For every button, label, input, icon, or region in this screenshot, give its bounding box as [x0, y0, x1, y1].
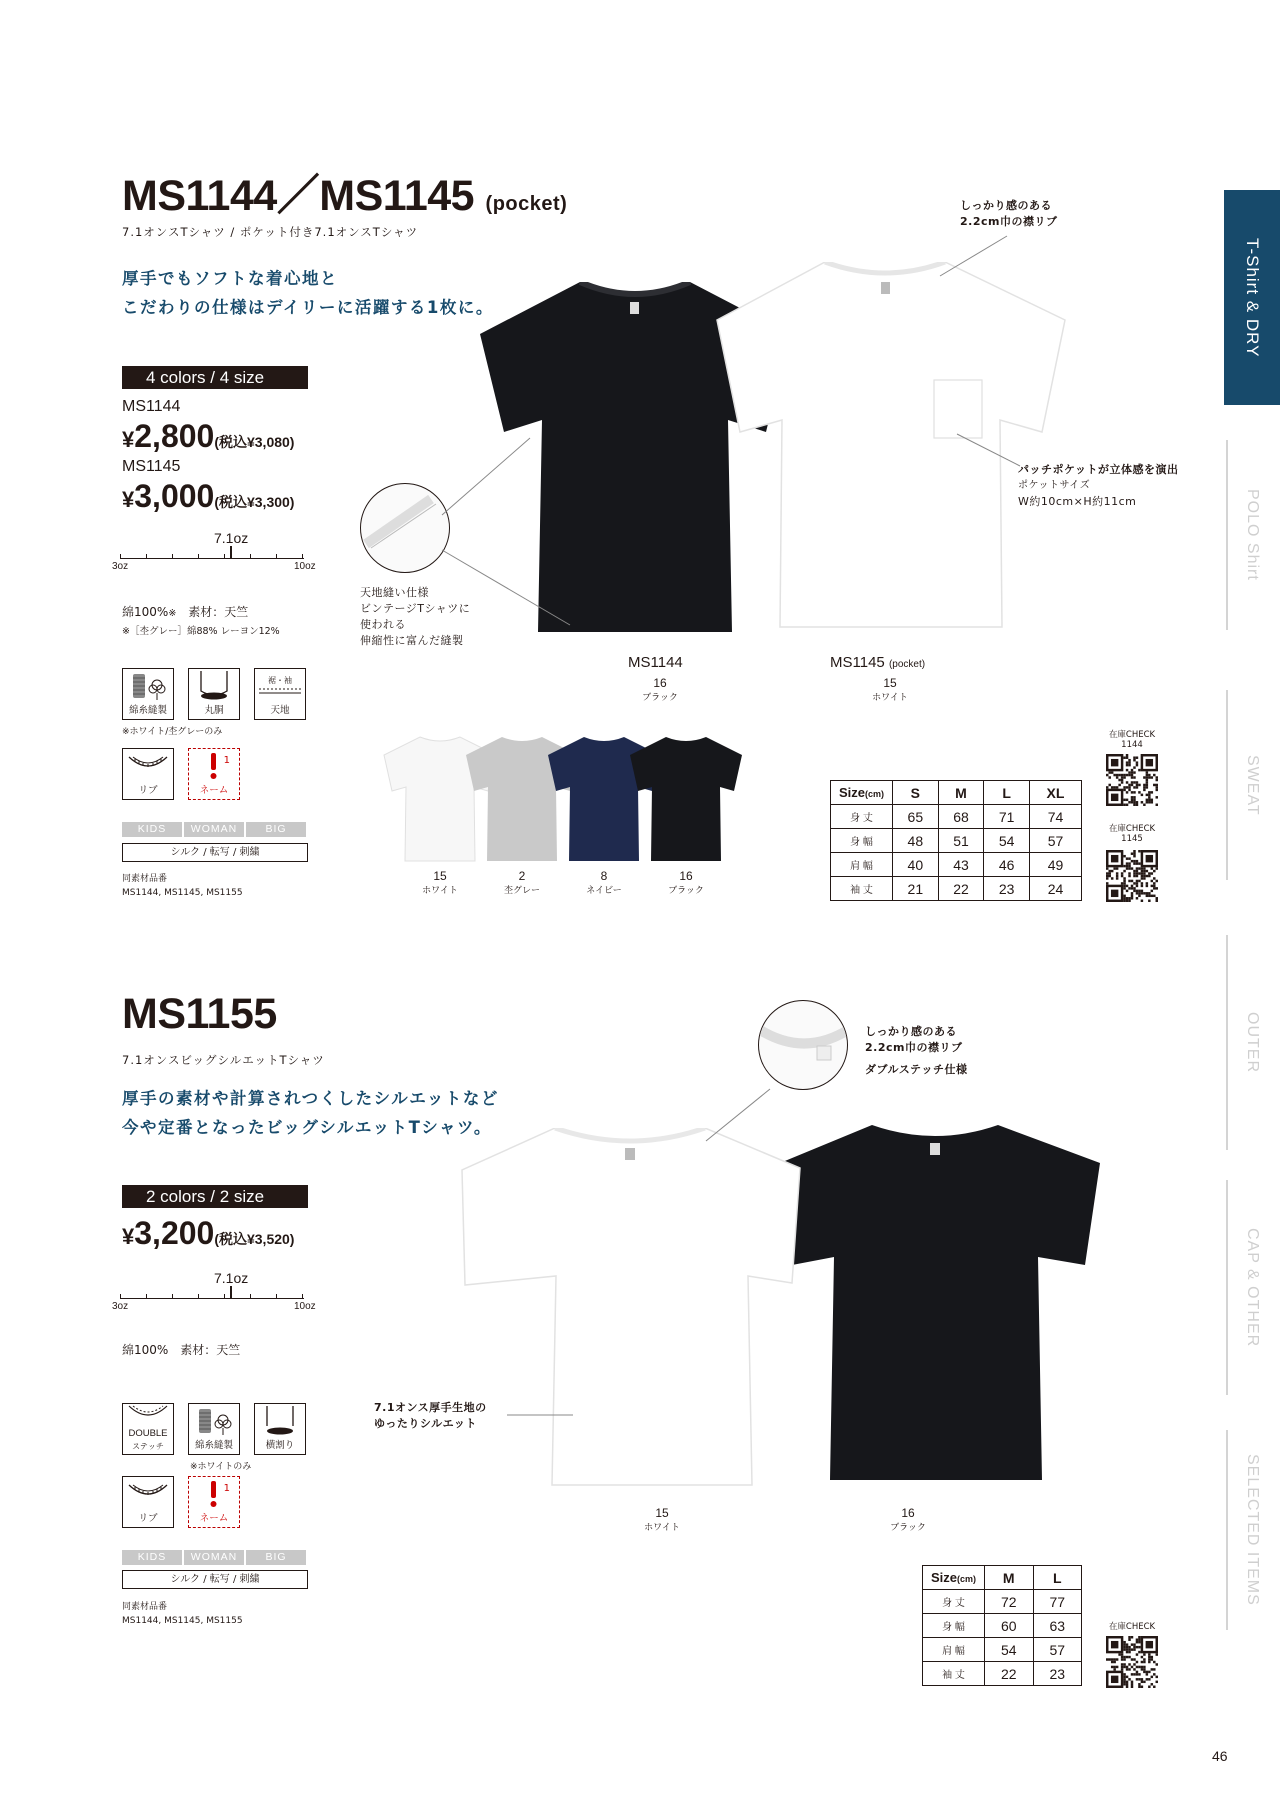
material-info — [122, 604, 280, 640]
price-a — [122, 418, 294, 455]
row-label: 身 丈 — [923, 1590, 985, 1614]
color-number: 15 — [883, 676, 897, 690]
qr-code-icon[interactable] — [1106, 1636, 1158, 1688]
size-col-header: M — [938, 781, 984, 805]
icon-top-caption: 裾・袖 — [268, 676, 292, 685]
callout-line — [505, 1410, 575, 1420]
caption-black — [883, 1506, 933, 1533]
icon-note: ※ホワイトのみ — [190, 1462, 252, 1472]
color-number: 2 — [518, 869, 526, 883]
price-tax: (税込¥3,300) — [214, 494, 295, 510]
size-col-header: XL — [1029, 781, 1081, 805]
print-methods: シルク / 転写 / 刺繍 — [122, 843, 308, 862]
callout-line-text: ビンテージTシャツに — [360, 602, 471, 615]
row-label: 肩 幅 — [923, 1638, 985, 1662]
tag-woman: WOMAN — [184, 822, 244, 837]
size-tags — [122, 1550, 306, 1565]
yen-sign: ¥ — [122, 1224, 135, 1249]
callout-line-text: 7.1オンス厚手生地の — [374, 1401, 487, 1414]
tag-big: BIG — [246, 822, 306, 837]
size-table-corner — [923, 1566, 985, 1590]
color-swatch-caption — [415, 869, 465, 896]
gauge-min: 3oz — [112, 1301, 129, 1312]
model-code: MS1145 — [122, 458, 181, 475]
price-value: 2,800 — [134, 418, 215, 454]
callout-rib-2 — [865, 1024, 968, 1078]
material-note: ※［杢グレー］綿88% レーヨン12% — [122, 626, 280, 637]
callout-line-text: ゆったりシルエット — [374, 1417, 477, 1430]
material-label: 素材：天竺 — [188, 605, 249, 619]
print-methods: シルク / 転写 / 刺繍 — [122, 1570, 308, 1589]
color-name: ネイビー — [586, 886, 622, 896]
weight-value: 7.1oz — [214, 1270, 249, 1286]
table-row — [923, 1590, 1082, 1614]
table-cell: 46 — [984, 853, 1030, 877]
corner-text: Size — [838, 785, 865, 800]
callout-rib — [960, 198, 1057, 230]
gauge-max: 10oz — [294, 561, 316, 572]
side-tab-sweat[interactable] — [1224, 690, 1280, 880]
qr-code-icon[interactable] — [1106, 850, 1158, 902]
price-value: 3,200 — [134, 1215, 215, 1251]
price-b — [122, 478, 294, 515]
table-cell: 43 — [938, 853, 984, 877]
product2-title: MS1155 — [122, 990, 277, 1038]
catch-line: 厚手でもソフトな着心地と — [122, 269, 338, 288]
icon-caption: 横割り — [265, 1440, 295, 1451]
size-tags — [122, 822, 306, 837]
material-info: 綿100% 素材：天竺 — [122, 1343, 241, 1357]
color-name: ブラック — [890, 1523, 926, 1533]
qr-label-text: 1145 — [1121, 834, 1143, 844]
icon-caption: 丸胴 — [204, 705, 224, 716]
color-swatch-caption — [579, 869, 629, 896]
callout-line-text: 天地縫い仕様 — [360, 586, 429, 599]
icon-caption: リブ — [138, 785, 158, 796]
model-code: MS1144 — [122, 398, 181, 415]
hem-detail-zoom — [360, 483, 450, 573]
table-cell: 24 — [1029, 877, 1081, 901]
main-caption-a — [628, 654, 683, 671]
table-row — [831, 853, 1082, 877]
product1-title — [122, 162, 567, 223]
callout-line — [955, 432, 1025, 472]
table-cell: 54 — [985, 1638, 1034, 1662]
black-big-tshirt-image — [780, 1125, 1110, 1485]
side-tab-label: T-Shirt & DRY — [1243, 237, 1262, 358]
color-number: 15 — [655, 1506, 669, 1520]
table-cell: 54 — [984, 829, 1030, 853]
yen-sign: ¥ — [122, 427, 135, 452]
side-seam-icon — [254, 1403, 306, 1455]
color-name: ブラック — [642, 693, 678, 703]
callout-line-text: 2.2cm巾の襟リブ — [865, 1041, 963, 1054]
weight-value: 7.1oz — [214, 530, 249, 546]
gauge-min: 3oz — [112, 561, 129, 572]
table-cell: 48 — [893, 829, 939, 853]
callout-line-text: ポケットサイズ — [1018, 480, 1091, 491]
name-label-icon — [188, 748, 240, 800]
name-label-icon — [188, 1476, 240, 1528]
icon-caption: DOUBLE — [128, 1428, 168, 1439]
caption-white — [637, 1506, 687, 1533]
color-number: 16 — [679, 869, 693, 883]
main-caption-b — [830, 654, 925, 671]
caption-model: MS1144 — [628, 654, 683, 671]
collar-detail-zoom — [758, 1000, 848, 1090]
qr-label-text: 1144 — [1121, 740, 1143, 750]
table-row — [831, 805, 1082, 829]
color-number: 15 — [433, 869, 447, 883]
material-note-mark: ※ — [168, 608, 177, 619]
row-label: 袖 丈 — [923, 1662, 985, 1686]
product1-title-suffix: (pocket) — [485, 193, 568, 215]
cotton-thread-icon — [122, 668, 174, 720]
callout-line-text: 伸縮性に富んだ縫製 — [360, 634, 464, 647]
size-col-header: L — [1033, 1566, 1082, 1590]
qr-code-icon[interactable] — [1106, 754, 1158, 806]
main-caption-b-color — [865, 676, 915, 703]
row-label: 袖 丈 — [831, 877, 893, 901]
corner-unit: (cm) — [957, 1574, 977, 1584]
related-label: 同素材品番 — [122, 874, 168, 884]
size-table-corner — [831, 781, 893, 805]
product1-title-main: MS1144／MS1145 — [122, 172, 475, 220]
color-name: 杢グレー — [503, 886, 540, 896]
white-big-tshirt-image — [460, 1128, 810, 1488]
qr-label — [1102, 824, 1162, 844]
table-cell: 71 — [984, 805, 1030, 829]
qr-label: 在庫CHECK — [1108, 1622, 1156, 1632]
table-cell: 72 — [985, 1590, 1034, 1614]
callout-line-text: しっかり感のある — [865, 1025, 957, 1038]
color-swatch-caption — [497, 869, 547, 896]
callout-line-text: しっかり感のある — [960, 199, 1052, 212]
price-tax: (税込¥3,080) — [214, 434, 295, 450]
corner-unit: (cm) — [865, 789, 885, 799]
table-cell: 49 — [1029, 853, 1081, 877]
product1-catch — [122, 264, 494, 322]
tag-big: BIG — [246, 1550, 306, 1565]
callout-line — [700, 1085, 780, 1145]
size-col-header: L — [984, 781, 1030, 805]
rib-icon — [122, 748, 174, 800]
callout-line-text: 使われる — [360, 618, 406, 631]
size-col-header: M — [985, 1566, 1034, 1590]
color-number: 16 — [653, 676, 667, 690]
table-cell: 77 — [1033, 1590, 1082, 1614]
material-cotton: 綿100% — [122, 605, 169, 619]
side-tab-label: POLO Shirt — [1244, 489, 1261, 581]
color-number: 8 — [600, 869, 608, 883]
color-swatch-shirt[interactable] — [626, 735, 746, 865]
tag-kids: KIDS — [122, 822, 182, 837]
color-name: ホワイト — [872, 693, 908, 703]
size-table-1 — [830, 780, 1082, 901]
icon-caption: 綿糸縫製 — [194, 1440, 233, 1451]
table-cell: 21 — [893, 877, 939, 901]
related-items — [122, 872, 243, 900]
table-cell: 51 — [938, 829, 984, 853]
table-cell: 68 — [938, 805, 984, 829]
callout-line-text: 2.2cm巾の襟リブ — [960, 215, 1058, 228]
tubular-body-icon — [188, 668, 240, 720]
callout-line-text: W約10cm×H約11cm — [1018, 495, 1137, 508]
table-cell: 23 — [984, 877, 1030, 901]
table-cell: 40 — [893, 853, 939, 877]
row-label: 身 丈 — [831, 805, 893, 829]
table-row — [831, 877, 1082, 901]
icon-note: ※ホワイト/杢グレーのみ — [122, 727, 223, 737]
color-swatch-caption — [661, 869, 711, 896]
colors-size-bar: 2 colors / 2 size — [122, 1185, 308, 1208]
table-row — [923, 1614, 1082, 1638]
catch-line: こだわりの仕様はデイリーに活躍する1枚に。 — [122, 298, 494, 317]
table-cell: 74 — [1029, 805, 1081, 829]
side-tab-label: SELECTED ITEMS — [1244, 1454, 1261, 1606]
qr-label-text: 在庫CHECK — [1108, 824, 1156, 834]
price-value: 3,000 — [134, 478, 215, 514]
weight-gauge — [112, 1270, 316, 1315]
main-caption-a-color — [635, 676, 685, 703]
side-tab-outer[interactable] — [1224, 935, 1280, 1150]
row-label: 肩 幅 — [831, 853, 893, 877]
rib-icon — [122, 1476, 174, 1528]
icon-number: 1 — [223, 755, 230, 766]
table-cell: 63 — [1033, 1614, 1082, 1638]
price-tax: (税込¥3,520) — [214, 1231, 295, 1247]
side-tab-selected[interactable] — [1224, 1430, 1280, 1630]
tenchi-stitch-icon — [254, 668, 306, 720]
size-col-header: S — [893, 781, 939, 805]
side-tab-label: OUTER — [1244, 1012, 1261, 1073]
table-cell: 23 — [1033, 1662, 1082, 1686]
icon-caption: ネーム — [199, 785, 229, 796]
related-items — [122, 1600, 243, 1628]
color-name: ホワイト — [644, 1523, 680, 1533]
icon-caption: リブ — [138, 1513, 158, 1524]
price-main — [122, 1215, 294, 1252]
weight-gauge — [112, 530, 316, 575]
tag-woman: WOMAN — [184, 1550, 244, 1565]
qr-label-text: 在庫CHECK — [1108, 730, 1156, 740]
icon-number: 1 — [223, 1483, 230, 1494]
side-tab-label: CAP & OTHER — [1244, 1227, 1261, 1348]
side-tab-cap-other[interactable] — [1224, 1180, 1280, 1395]
caption-suffix: (pocket) — [888, 659, 926, 670]
related-label: 同素材品番 — [122, 1602, 168, 1612]
icon-caption: ネーム — [199, 1513, 229, 1524]
table-cell: 60 — [985, 1614, 1034, 1638]
product2-catch — [122, 1084, 499, 1142]
side-tab-tshirt[interactable] — [1224, 190, 1280, 405]
callout-line — [935, 230, 1015, 280]
gauge-max: 10oz — [294, 1301, 316, 1312]
callout-line-text: ダブルステッチ仕様 — [865, 1063, 968, 1076]
yen-sign: ¥ — [122, 487, 135, 512]
table-cell: 22 — [938, 877, 984, 901]
catch-line: 今や定番となったビッグシルエットTシャツ。 — [122, 1118, 492, 1137]
side-tab-label: SWEAT — [1244, 754, 1261, 816]
cotton-thread-icon — [188, 1403, 240, 1455]
size-table-2 — [922, 1565, 1082, 1686]
table-row — [831, 829, 1082, 853]
related-list: MS1144, MS1145, MS1155 — [122, 888, 243, 898]
table-cell: 57 — [1033, 1638, 1082, 1662]
related-list: MS1144, MS1145, MS1155 — [122, 1616, 243, 1626]
color-name: ブラック — [668, 886, 704, 896]
corner-text: Size — [930, 1570, 957, 1585]
catch-line: 厚手の素材や計算されつくしたシルエットなど — [122, 1089, 499, 1108]
color-name: ホワイト — [422, 886, 458, 896]
tag-kids: KIDS — [122, 1550, 182, 1565]
callout-body — [374, 1400, 487, 1432]
table-cell: 65 — [893, 805, 939, 829]
row-label: 身 幅 — [923, 1614, 985, 1638]
callout-hem — [360, 585, 470, 649]
product1-subtitle: 7.1オンスTシャツ / ポケット付き7.1オンスTシャツ — [122, 225, 419, 239]
colors-size-bar: 4 colors / 4 size — [122, 366, 308, 389]
double-stitch-icon — [122, 1403, 174, 1455]
callout-pocket — [1018, 462, 1178, 510]
table-cell: 57 — [1029, 829, 1081, 853]
row-label: 身 幅 — [831, 829, 893, 853]
callout-line-text: パッチポケットが立体感を演出 — [1018, 463, 1179, 476]
icon-caption: ステッチ — [132, 1442, 164, 1451]
side-tab-polo[interactable] — [1224, 440, 1280, 630]
table-cell: 22 — [985, 1662, 1034, 1686]
icon-caption: 綿糸縫製 — [128, 705, 167, 716]
color-number: 16 — [901, 1506, 915, 1520]
qr-label — [1102, 730, 1162, 750]
caption-model: MS1145 — [830, 654, 885, 671]
icon-caption: 天地 — [270, 705, 290, 716]
product2-subtitle: 7.1オンスビッグシルエットTシャツ — [122, 1053, 325, 1067]
table-row — [923, 1638, 1082, 1662]
page-number: 46 — [1212, 1748, 1228, 1764]
table-row — [923, 1662, 1082, 1686]
